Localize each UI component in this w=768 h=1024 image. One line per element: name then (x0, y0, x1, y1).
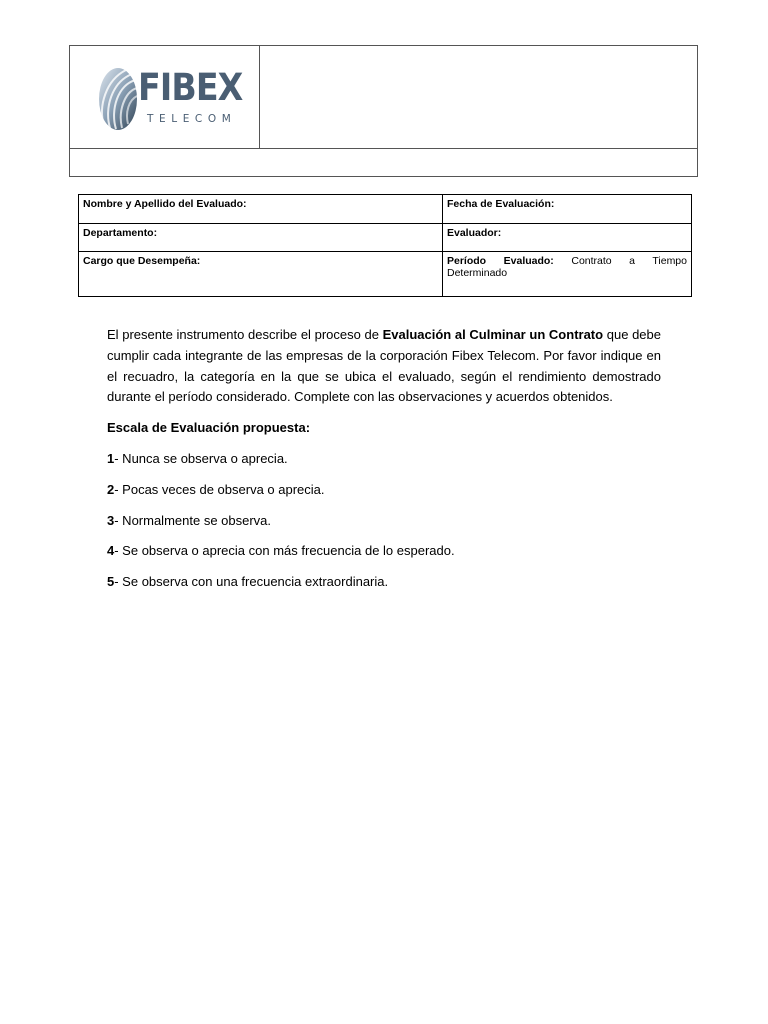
date-label: Fecha de Evaluación: (447, 198, 555, 210)
name-label: Nombre y Apellido del Evaluado: (83, 198, 247, 210)
scale-text: - Se observa con una frecuencia extraordinaria. (114, 574, 389, 590)
scale-text: - Nunca se observa o aprecia. (114, 450, 288, 466)
list-item (107, 511, 661, 532)
name-field[interactable] (79, 195, 443, 224)
department-label: Departamento: (83, 227, 158, 239)
list-item (107, 572, 661, 593)
period-value: Contrato a Tiempo (571, 255, 687, 267)
fibex-telecom-logo (96, 66, 243, 132)
table-row (79, 224, 692, 252)
intro-text-1: El presente instrumento describe el proceso de (107, 327, 383, 342)
scale-number: 4 (107, 543, 115, 559)
scale-text: - Pocas veces de observa o aprecia. (114, 481, 325, 497)
department-field[interactable] (79, 224, 443, 252)
table-row (79, 252, 692, 297)
period-value-line-2: Determinado (447, 267, 508, 279)
header-title-cell (260, 46, 697, 149)
scale-number: 5 (107, 574, 115, 590)
evaluator-field[interactable] (443, 224, 692, 252)
table-row (79, 195, 692, 224)
scale-number: 1 (107, 450, 115, 466)
intro-paragraph (107, 325, 661, 408)
scale-text: - Se observa o aprecia con más frecuencia de lo esperado. (114, 543, 455, 559)
evaluator-label: Evaluador: (447, 227, 502, 239)
header-subtitle-cell (70, 149, 697, 176)
period-field[interactable] (443, 252, 692, 297)
scale-number: 3 (107, 512, 115, 528)
period-label: Período Evaluado: (447, 255, 554, 267)
scale-title: Escala de Evaluación propuesta: (107, 420, 311, 436)
logo-subtitle: TELECOM (147, 113, 237, 125)
list-item (107, 541, 661, 562)
list-item (107, 449, 661, 470)
intro-text-2: que debe cumplir cada integrante de las empresas de la corporación Fibex Telecom. Por favor indique en el recuadro, la categoría en la que se ubica el evaluado, según el rendimiento demostrado durante el período considerado. Complete con las observaciones y acuerdos obtenidos. (107, 327, 661, 405)
document-header (69, 45, 698, 177)
logo-cell (70, 46, 260, 149)
globe-logo-icon (96, 66, 140, 132)
document-body (107, 325, 661, 603)
intro-bold-text: Evaluación al Culminar un Contrato (382, 327, 604, 342)
period-line-1 (447, 255, 687, 267)
scale-text: - Normalmente se observa. (114, 512, 272, 528)
scale-number: 2 (107, 481, 115, 497)
evaluation-info-table (78, 194, 692, 297)
logo-word: FIBEX (138, 66, 243, 109)
list-item (107, 480, 661, 501)
position-field[interactable] (79, 252, 443, 297)
position-label: Cargo que Desempeña: (83, 255, 201, 267)
date-field[interactable] (443, 195, 692, 224)
